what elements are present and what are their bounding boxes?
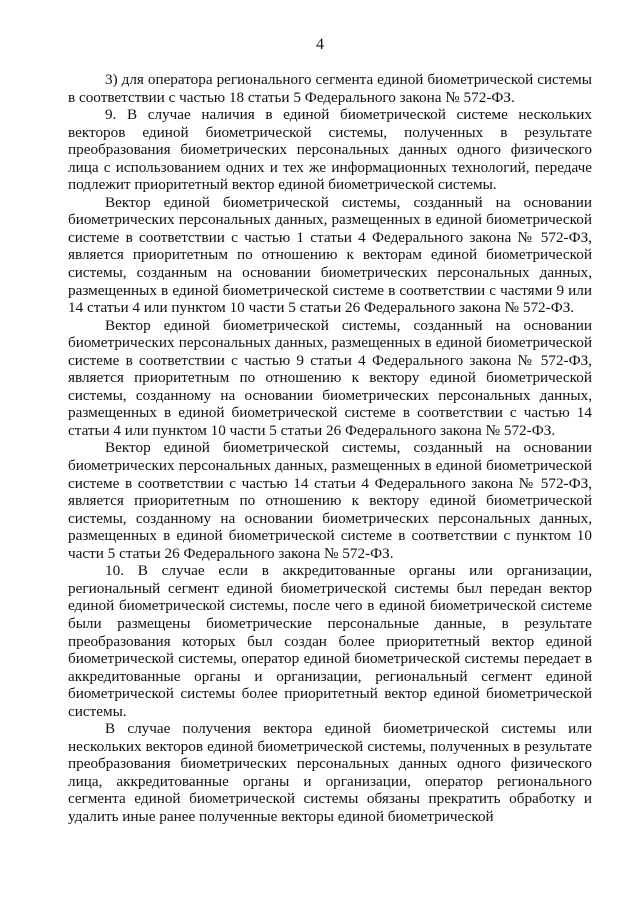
paragraph-priority-part-1: Вектор единой биометрической системы, созданный на основании биометрических персональных данных, размещенных в единой биометрической системе в соответствии с частью 1 статьи 4 Федерального закона № 572-ФЗ, является приоритетным по отношению к векторам единой биометрической системы, созданным на основании биометрических персональных данных, размещенных в единой биометрической системе в соответствии с частями 9 или 14 статьи 4 или пунктом 10 части 5 статьи 26 Федерального закона № 572-ФЗ. [68,193,592,317]
paragraph-priority-part-14: Вектор единой биометрической системы, созданный на основании биометрических персональных данных, размещенных в единой биометрической системе в соответствии с частью 14 статьи 4 Федерального закона № 572-ФЗ, является приоритетным по отношению к вектору единой биометрической системы, созданному на основании биометрических персональных данных, размещенных в единой биометрической системе в соответствии с пунктом 10 части 5 статьи 26 Федерального закона № 572-ФЗ. [68,439,592,562]
page-number: 4 [316,36,324,53]
paragraph-clause-10: 10. В случае если в аккредитованные органы или организации, региональный сегмент единой биометрической системы был передан вектор единой биометрической системы, после чего в единой биометрической системе были размещены биометрические персональные данные, в результате преобразования которых был создан более приоритетный вектор единой биометрической системы, оператор единой биометрической системы передает в аккредитованные органы и организации, региональный сегмент единой биометрической системы более приоритетный вектор единой биометрической системы. [68,562,592,720]
paragraph-receipt-of-vector: В случае получения вектора единой биометрической системы или нескольких векторов единой биометрической системы, полученных в результате преобразования биометрических персональных данных одного физического лица, аккредитованные органы и организации, оператор регионального сегмента единой биометрической системы обязаны прекратить обработку и удалить иные ранее полученные векторы единой биометрической [68,720,592,825]
paragraph-item-3: 3) для оператора регионального сегмента единой биометрической системы в соответствии с частью 18 статьи 5 Федерального закона № 572-ФЗ. [68,71,592,106]
paragraph-clause-9: 9. В случае наличия в единой биометрической системе нескольких векторов единой биометрической системы, полученных в результате преобразования биометрических персональных данных одного физического лица с использованием одних и тех же информационных технологий, передаче подлежит приоритетный вектор единой биометрической системы. [68,106,592,194]
document-body [68,71,592,826]
paragraph-priority-part-9: Вектор единой биометрической системы, созданный на основании биометрических персональных данных, размещенных в единой биометрической системе в соответствии с частью 9 статьи 4 Федерального закона № 572-ФЗ, является приоритетным по отношению к вектору единой биометрической системы, созданному на основании биометрических персональных данных, размещенных в единой биометрической системе в соответствии с частью 14 статьи 4 или пунктом 10 части 5 статьи 26 Федерального закона № 572-ФЗ. [68,316,592,439]
